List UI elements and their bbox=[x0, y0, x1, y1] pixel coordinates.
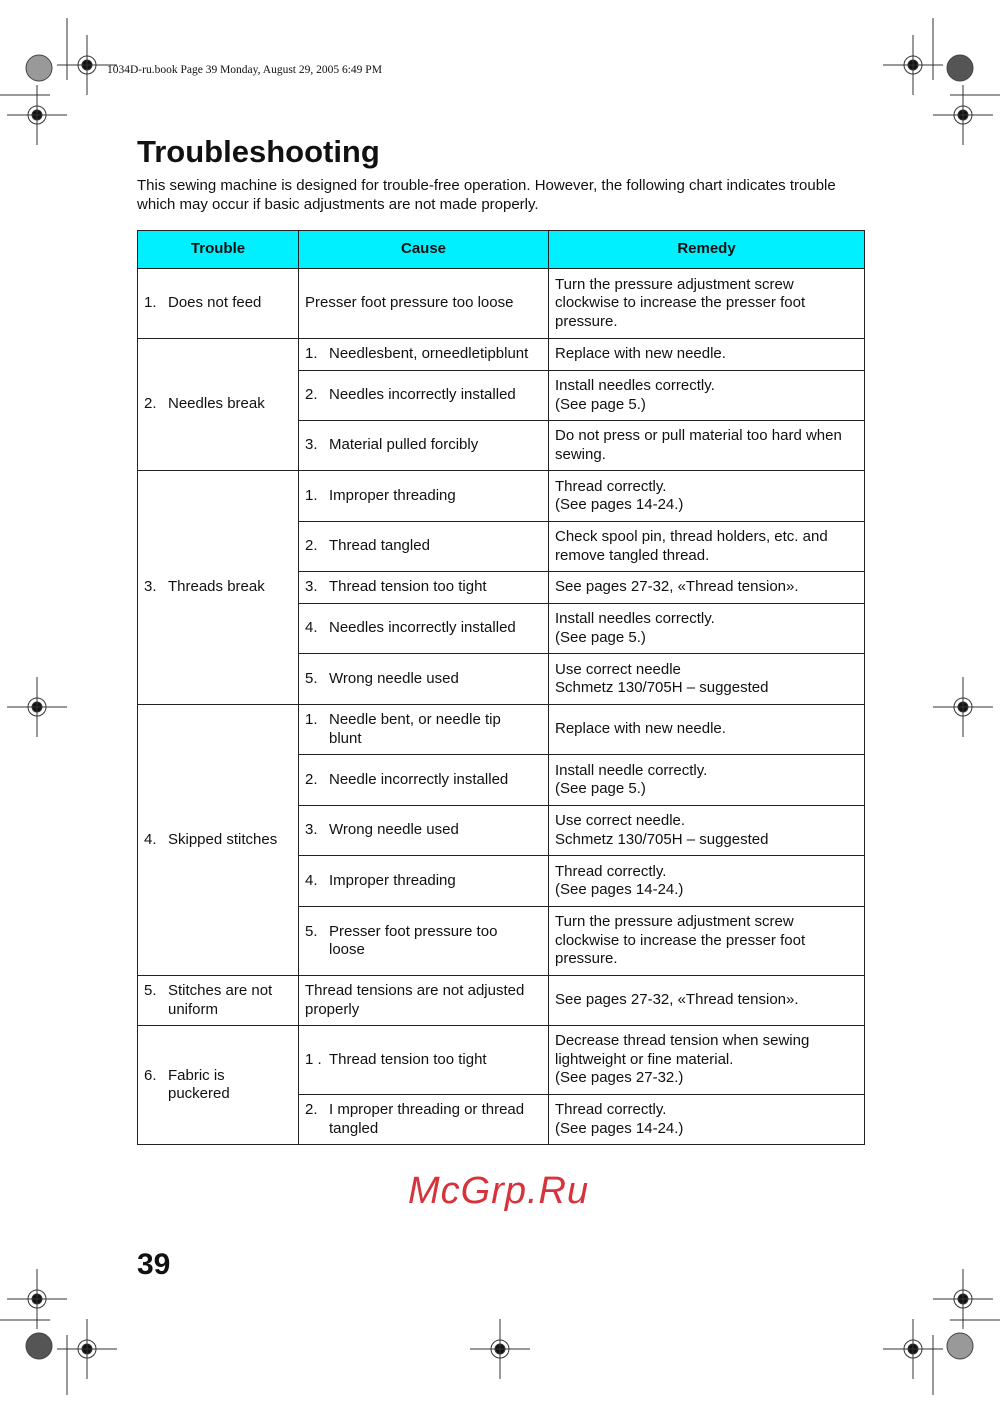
cause-item bbox=[305, 537, 542, 556]
cause-cell bbox=[299, 471, 549, 522]
trouble-item bbox=[144, 982, 292, 1019]
trouble-text: Skipped stitches bbox=[168, 830, 278, 848]
remedy-text: Turn the pressure adjustment screw clockwise to increase the presser foot pressure. bbox=[555, 275, 806, 330]
remedy-text: Thread correctly. (See pages 14-24.) bbox=[555, 477, 684, 513]
cause-number: 5. bbox=[305, 669, 318, 687]
remedy-text: Use correct needle Schmetz 130/705H – suggested bbox=[555, 660, 769, 696]
cause-cell bbox=[299, 269, 549, 339]
trouble-text: Threads break bbox=[168, 578, 265, 596]
remedy-cell bbox=[549, 339, 865, 371]
cause-text: Wrong needle used bbox=[329, 821, 459, 839]
remedy-text: Check spool pin, thread holders, etc. and remove tangled thread. bbox=[555, 528, 828, 564]
cause-cell bbox=[299, 976, 549, 1026]
cause-number: 4. bbox=[305, 619, 318, 637]
cause-item bbox=[305, 436, 542, 455]
cause-number: 1. bbox=[305, 345, 318, 363]
remedy-text: Turn the pressure adjustment screw clockwise to increase the presser foot pressure. bbox=[555, 913, 806, 968]
cause-text: Needlesbent, orneedletipblunt bbox=[329, 345, 529, 363]
trouble-cell bbox=[138, 471, 299, 705]
cause-item bbox=[305, 711, 542, 748]
watermark: McGrp.Ru bbox=[408, 1170, 590, 1212]
page-number: 39 bbox=[137, 1248, 171, 1281]
trouble-item bbox=[144, 1067, 292, 1104]
remedy-cell bbox=[549, 471, 865, 522]
cause-number: 4. bbox=[305, 871, 318, 889]
cause-cell bbox=[299, 1095, 549, 1145]
remedy-cell bbox=[549, 572, 865, 604]
cause-number: 2. bbox=[305, 386, 318, 404]
cause-item bbox=[305, 578, 542, 597]
trouble-text: Fabric is puckered bbox=[168, 1066, 230, 1102]
cause-cell bbox=[299, 705, 549, 755]
cause-item bbox=[305, 821, 542, 840]
cause-item bbox=[305, 619, 542, 638]
remedy-text: Thread correctly. (See pages 14-24.) bbox=[555, 1101, 684, 1137]
column-header-remedy: Remedy bbox=[549, 231, 865, 269]
remedy-text: Install needles correctly. (See page 5.) bbox=[555, 377, 715, 413]
cause-cell bbox=[299, 421, 549, 471]
cause-text: Thread tension too tight bbox=[329, 1050, 487, 1068]
cause-number: 1. bbox=[305, 486, 318, 504]
cause-item bbox=[305, 923, 542, 960]
cause-number: 3. bbox=[305, 578, 318, 596]
cause-number: 1. bbox=[305, 711, 318, 728]
remedy-cell bbox=[549, 1026, 865, 1095]
cause-text: Thread tension too tight bbox=[329, 578, 487, 596]
remedy-cell bbox=[549, 371, 865, 421]
intro-paragraph: This sewing machine is designed for trouble-free operation. However, the following chart indicates trouble which may occur if basic adjustments are not made properly. bbox=[137, 177, 836, 213]
trouble-item bbox=[144, 578, 292, 597]
remedy-cell bbox=[549, 907, 865, 976]
column-header-trouble: Trouble bbox=[138, 231, 299, 269]
remedy-cell bbox=[549, 269, 865, 339]
cause-text: Needle incorrectly installed bbox=[329, 770, 509, 788]
cause-text: I mproper threading or thread tangled bbox=[329, 1101, 525, 1137]
cause-cell bbox=[299, 806, 549, 856]
cause-number: 2. bbox=[305, 770, 318, 788]
cause-number: 3. bbox=[305, 821, 318, 839]
trouble-text: Does not feed bbox=[168, 294, 262, 312]
trouble-number: 5. bbox=[144, 982, 157, 999]
remedy-cell bbox=[549, 421, 865, 471]
cause-text: Needles incorrectly installed bbox=[329, 619, 516, 637]
trouble-item bbox=[144, 395, 292, 414]
cause-cell bbox=[299, 572, 549, 604]
cause-text: Thread tensions are not adjusted properly bbox=[305, 982, 525, 1018]
trouble-cell bbox=[138, 976, 299, 1026]
table-row bbox=[138, 1026, 865, 1095]
cause-cell bbox=[299, 1026, 549, 1095]
cause-text: Wrong needle used bbox=[329, 669, 459, 687]
cause-text: Improper threading bbox=[329, 486, 456, 504]
cause-item bbox=[305, 670, 542, 689]
cause-text: Presser foot pressure too loose bbox=[305, 294, 514, 312]
remedy-text: Thread correctly. (See pages 14-24.) bbox=[555, 862, 684, 898]
cause-number: 1 . bbox=[305, 1050, 322, 1068]
cause-item bbox=[305, 294, 542, 313]
cause-item bbox=[305, 771, 542, 790]
troubleshooting-table bbox=[137, 230, 865, 1145]
trouble-cell bbox=[138, 339, 299, 471]
remedy-text: See pages 27-32, «Thread tension». bbox=[555, 991, 799, 1009]
cause-item bbox=[305, 345, 542, 364]
cause-cell bbox=[299, 755, 549, 806]
table-row bbox=[138, 705, 865, 755]
trouble-number: 4. bbox=[144, 830, 157, 848]
cause-number: 2. bbox=[305, 1101, 318, 1118]
remedy-text: See pages 27-32, «Thread tension». bbox=[555, 578, 799, 596]
cause-number: 3. bbox=[305, 436, 318, 454]
table-row bbox=[138, 471, 865, 522]
table-row bbox=[138, 339, 865, 371]
remedy-cell bbox=[549, 522, 865, 572]
remedy-cell bbox=[549, 976, 865, 1026]
remedy-text: Replace with new needle. bbox=[555, 345, 726, 363]
table-row bbox=[138, 269, 865, 339]
remedy-text: Do not press or pull material too hard when sewing. bbox=[555, 427, 842, 463]
remedy-text: Install needles correctly. (See page 5.) bbox=[555, 610, 715, 646]
cause-cell bbox=[299, 371, 549, 421]
remedy-text: Replace with new needle. bbox=[555, 720, 726, 738]
cause-text: Needle bent, or needle tip blunt bbox=[329, 711, 501, 747]
table-row bbox=[138, 976, 865, 1026]
cause-item bbox=[305, 982, 542, 1019]
trouble-cell bbox=[138, 269, 299, 339]
trouble-cell bbox=[138, 1026, 299, 1145]
trouble-item bbox=[144, 831, 292, 850]
cause-cell bbox=[299, 907, 549, 976]
cause-item bbox=[305, 1051, 542, 1070]
trouble-text: Stitches are not uniform bbox=[168, 982, 273, 1018]
cause-cell bbox=[299, 856, 549, 907]
cause-text: Improper threading bbox=[329, 871, 456, 889]
remedy-text: Install needle correctly. (See page 5.) bbox=[555, 761, 708, 797]
remedy-cell bbox=[549, 1095, 865, 1145]
remedy-cell bbox=[549, 806, 865, 856]
remedy-cell bbox=[549, 604, 865, 654]
remedy-cell bbox=[549, 856, 865, 907]
cause-cell bbox=[299, 339, 549, 371]
trouble-text: Needles break bbox=[168, 395, 265, 413]
remedy-cell bbox=[549, 705, 865, 755]
cause-cell bbox=[299, 604, 549, 654]
cause-item bbox=[305, 872, 542, 891]
cause-cell bbox=[299, 654, 549, 705]
trouble-number: 6. bbox=[144, 1066, 157, 1084]
cause-item bbox=[305, 487, 542, 506]
cause-number: 2. bbox=[305, 537, 318, 555]
remedy-text: Use correct needle. Schmetz 130/705H – suggested bbox=[555, 812, 769, 848]
trouble-cell bbox=[138, 705, 299, 976]
trouble-number: 1. bbox=[144, 294, 157, 312]
cause-cell bbox=[299, 522, 549, 572]
remedy-cell bbox=[549, 654, 865, 705]
cause-item bbox=[305, 1101, 542, 1138]
cause-item bbox=[305, 386, 542, 405]
remedy-text: Decrease thread tension when sewing lightweight or fine material. (See pages 27-32.) bbox=[555, 1032, 810, 1087]
trouble-number: 2. bbox=[144, 395, 157, 413]
cause-text: Needles incorrectly installed bbox=[329, 386, 516, 404]
cause-number: 5. bbox=[305, 922, 318, 940]
cause-text: Thread tangled bbox=[329, 537, 430, 555]
page-title: Troubleshooting bbox=[137, 134, 380, 169]
remedy-cell bbox=[549, 755, 865, 806]
cause-text: Presser foot pressure too loose bbox=[329, 922, 498, 958]
column-header-cause: Cause bbox=[299, 231, 549, 269]
cause-text: Material pulled forcibly bbox=[329, 436, 479, 454]
trouble-item bbox=[144, 294, 292, 313]
table-header-row bbox=[138, 231, 865, 269]
trouble-number: 3. bbox=[144, 578, 157, 596]
print-header: 1034D-ru.book Page 39 Monday, August 29, 2005 6:49 PM bbox=[107, 64, 382, 76]
